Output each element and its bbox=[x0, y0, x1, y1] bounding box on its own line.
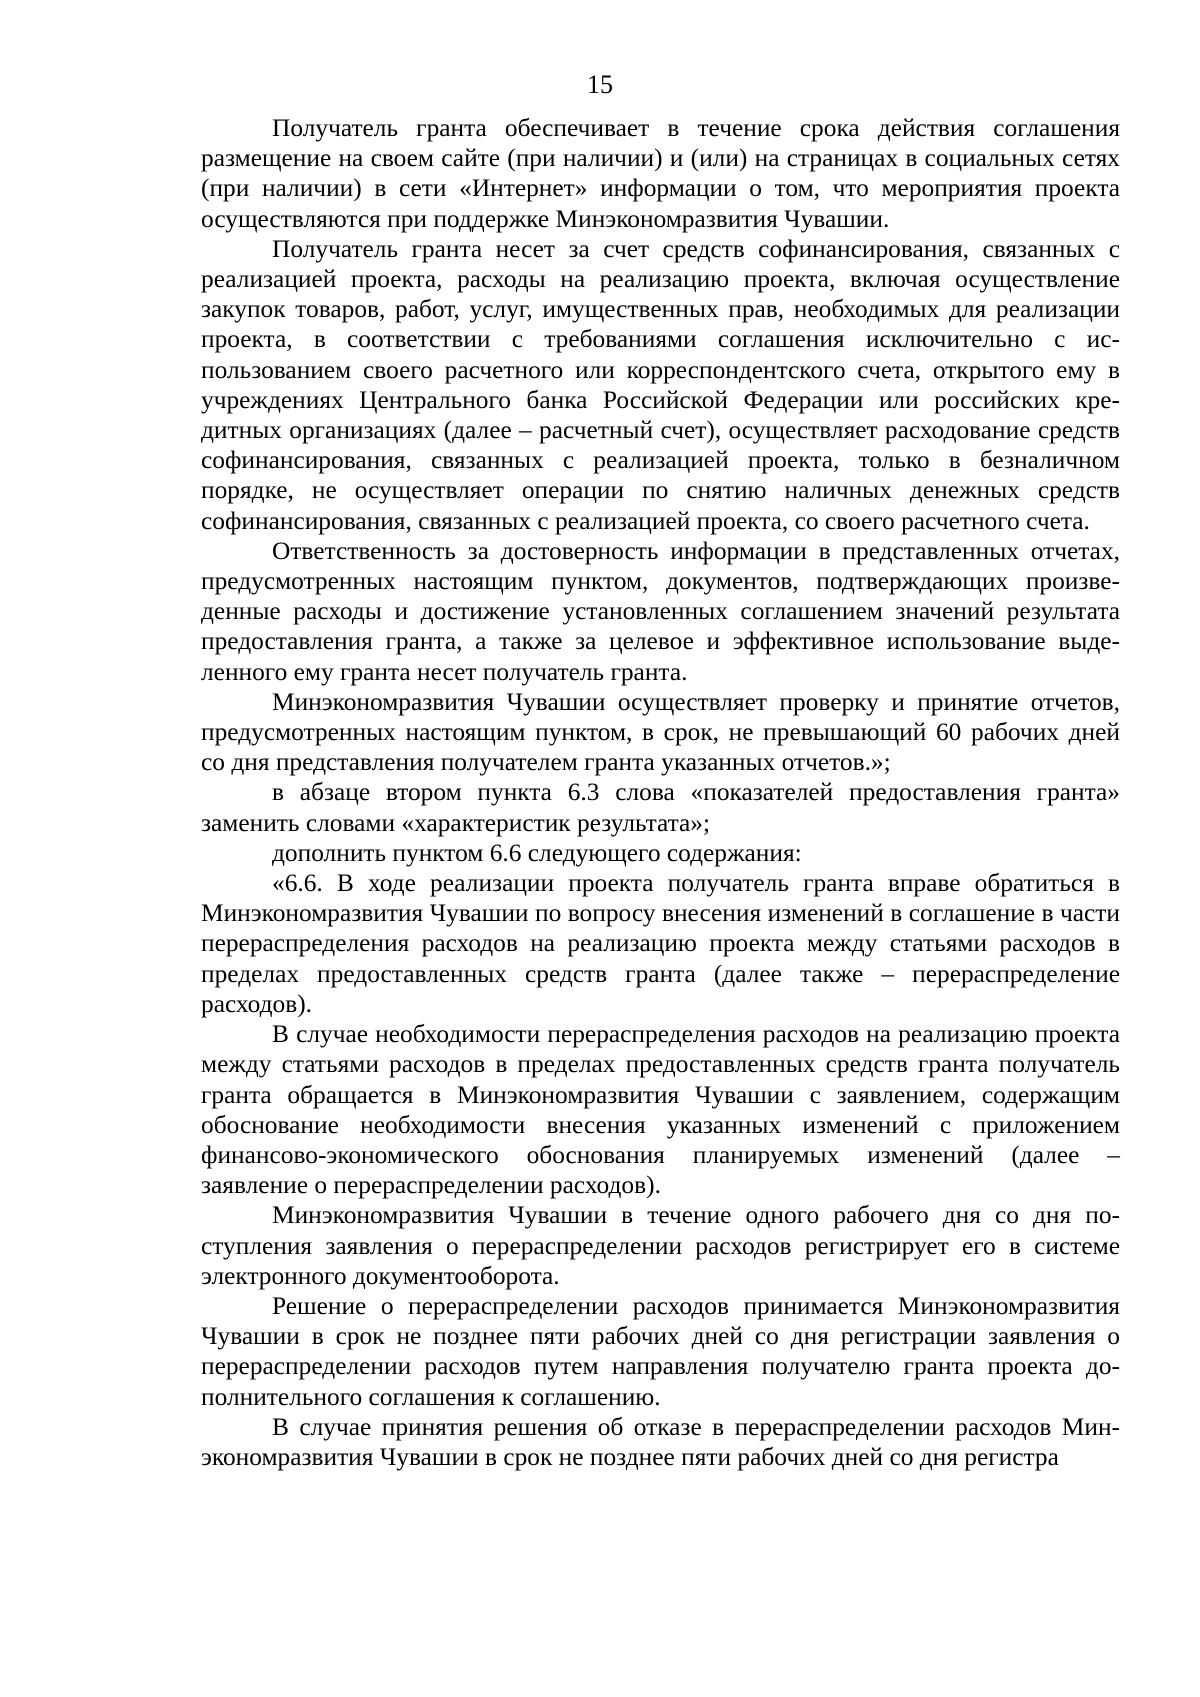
paragraph-9: Минэкономразвития Чувашии в течение одного рабочего дня со дня поступления заявления о перераспределении расходов регистрирует его в системе электронного документооборота. bbox=[201, 1201, 1120, 1290]
paragraph-11: В случае принятия решения об отказе в перераспределении расходов Минэкономразвития Чувашии в срок не позднее пяти рабочих дней со дня регистра bbox=[201, 1412, 1120, 1471]
paragraph-1: Получатель гранта обеспечивает в течение срока действия соглашения размещение на своем сайте (при наличии) и (или) на страницах в социальных сетях (при наличии) в сети «Интернет» информации о том, что мероприятия проекта осуществляются при поддержке Минэкономразвития Чувашии. bbox=[201, 114, 1120, 233]
paragraph-5: в абзаце втором пункта 6.3 слова «показателей предоставления гранта» заменить словами «характеристик результата»; bbox=[201, 778, 1120, 837]
paragraph-4: Минэкономразвития Чувашии осуществляет проверку и принятие отчетов, предусмотренных настоящим пунктом, в срок, не превышающий 60 рабочих дней со дня представления получателем гранта указанных отчетов.»; bbox=[201, 687, 1120, 777]
paragraph-10: Решение о перераспределении расходов принимается Минэкономразвития Чувашии в срок не позднее пяти рабочих дней со дня регистрации заявления о перераспределении расходов путем направления получателю гранта проекта дополнительного соглашения к соглашению. bbox=[201, 1291, 1120, 1411]
document-body bbox=[201, 113, 1120, 1472]
paragraph-7: «6.6. В ходе реализации проекта получатель гранта вправе обратиться в Минэкономразвития Чувашии по вопросу внесения изменений в соглашение в части перераспределения расходов на реализацию проекта между статьями расходов в пределах предоставленных средств гранта (далее также – перераспределение расходов). bbox=[201, 869, 1120, 1018]
page-number: 15 bbox=[587, 70, 613, 99]
paragraph-2: Получатель гранта несет за счет средств софинансирования, связанных с реализацией проекта, расходы на реализацию проекта, включая осуществление закупок товаров, работ, услуг, имущественных прав, необходимых для реализации проекта, в соответствии с требованиями соглашения исключительно с использованием своего расчетного или корреспондентского счета, открытого ему в учреждениях Центрального банка Российской Федерации или российских кредитных организациях (далее – расчетный счет), осуществляет расходование средств софинансирования, связанных с реализацией проекта, только в безналичном порядке, не осуществляет операции по снятию наличных денежных средств софинансирования, связанных с реализацией проекта, со своего расчетного счета. bbox=[201, 234, 1120, 535]
paragraph-3: Ответственность за достоверность информации в представленных отчетах, предусмотренных настоящим пунктом, документов, подтверждающих произведенные расходы и достижение установленных соглашением значений результата предоставления гранта, а также за целевое и эффективное использование выделенного ему гранта несет получатель гранта. bbox=[201, 536, 1120, 686]
paragraph-8: В случае необходимости перераспределения расходов на реализацию проекта между статьями расходов в пределах предоставленных средств гранта получатель гранта обращается в Минэкономразвития Чувашии с заявлением, содержащим обоснование необходимости внесения указанных изменений с приложением финансово-экономического обоснования планируемых изменений (далее – заявление о перераспределении расходов). bbox=[201, 1020, 1120, 1200]
paragraph-6: дополнить пунктом 6.6 следующего содержания: bbox=[272, 838, 802, 867]
